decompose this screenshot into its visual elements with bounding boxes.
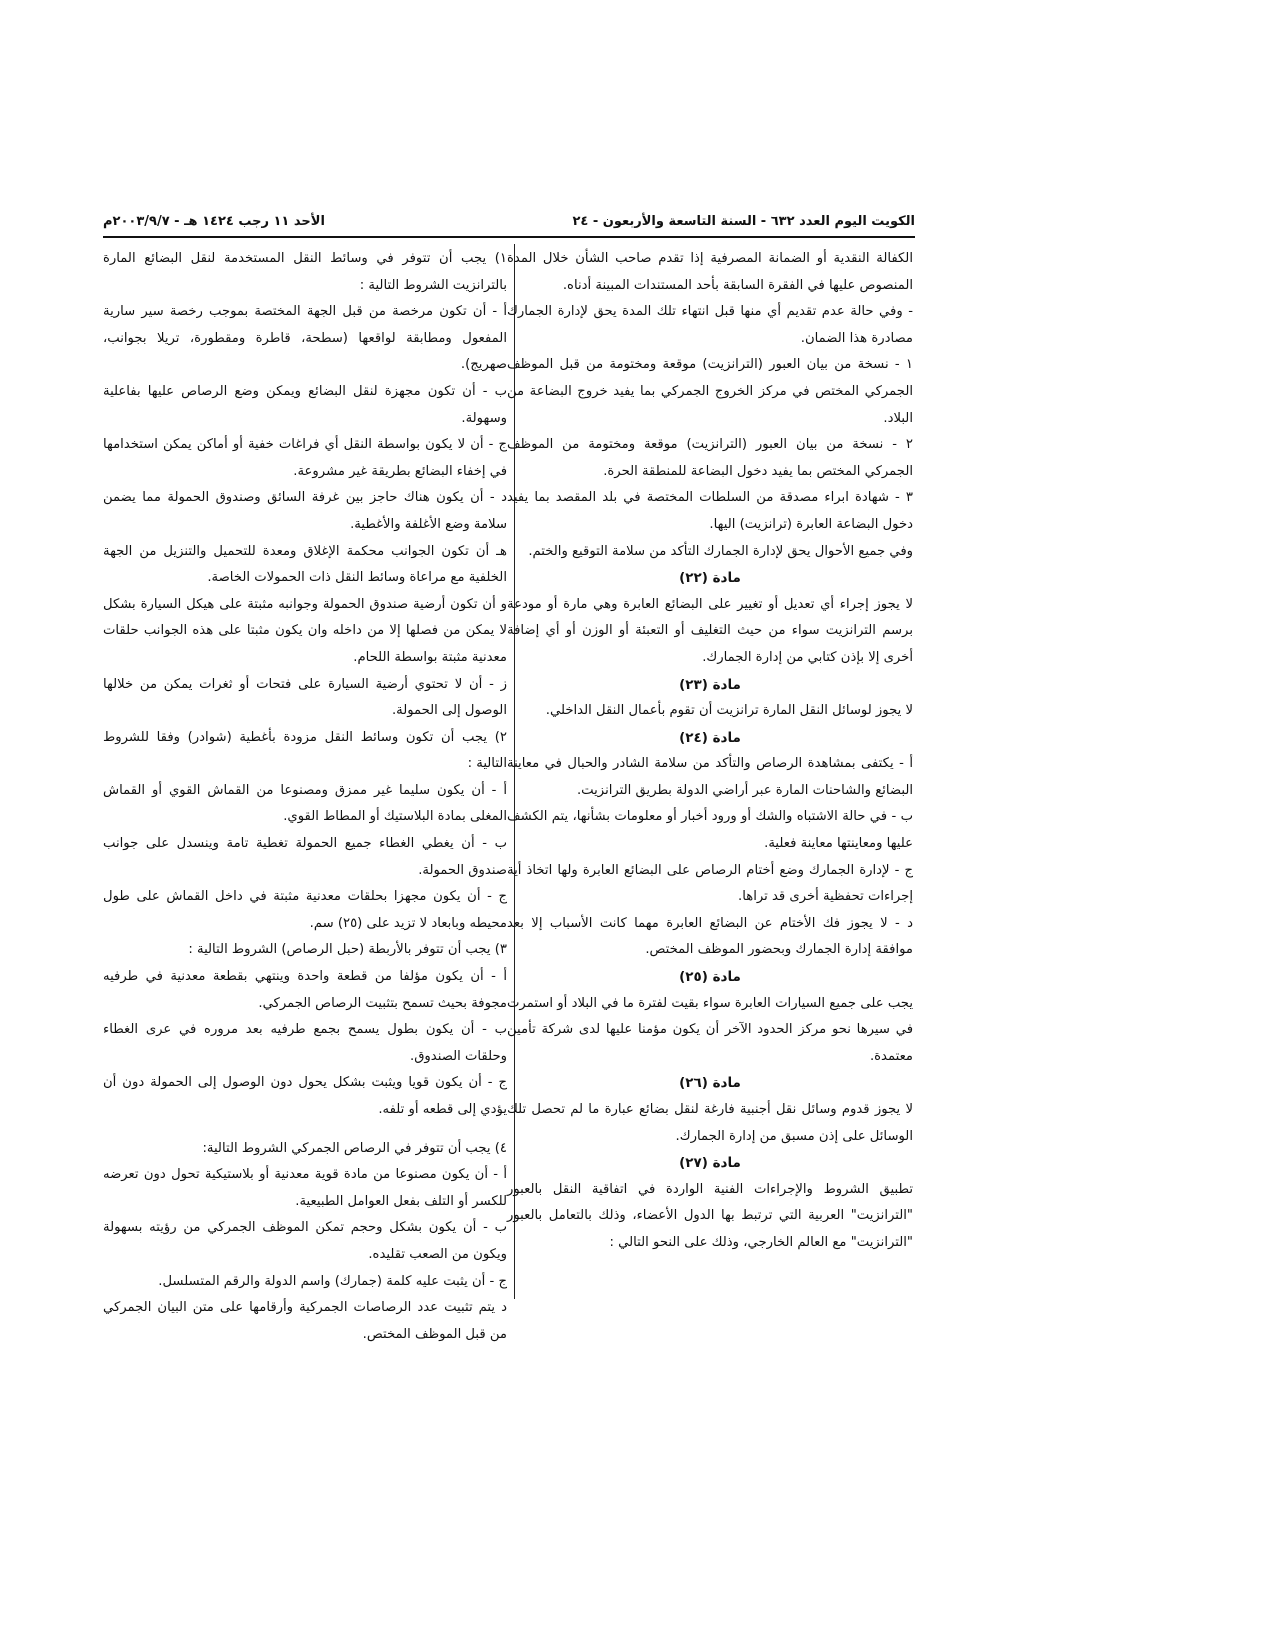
page-header (103, 214, 915, 238)
paragraph: ٣) يجب أن تتوفر بالأربطة (حبل الرصاص) الشروط التالية : (188, 942, 507, 958)
paragraph: و أن تكون أرضية صندوق الحمولة وجوانبه مثبتة على هيكل السيارة بشكل لا يمكن من فصلها إلا من داخله وان يكون مثبتا على هذه الجوانب حلقات معدنية مثبتة بواسطة اللحام. (103, 596, 507, 665)
paragraph: وفي جميع الأحوال يحق لإدارة الجمارك التأكد من سلامة التوقيع والختم. (528, 543, 913, 559)
paragraph: أ - يكتفى بمشاهدة الرصاص والتأكد من سلامة الشادر والحبال في معاينة البضائع والشاحنات المارة عبر أراضي الدولة بطريق الترانزيت. (507, 756, 913, 798)
paragraph: أ - أن يكون مصنوعا من مادة قوية معدنية أو بلاستيكية تحول دون تعرضه للكسر أو التلف بفعل العوامل الطبيعية. (103, 1167, 507, 1209)
paragraph: ب - أن تكون مجهزة لنقل البضائع ويمكن وضع الرصاص عليها بفاعلية وسهولة. (103, 383, 507, 426)
paragraph: د - لا يجوز فك الأختام عن البضائع العابرة مهما كانت الأسباب إلا بعد موافقة إدارة الجمارك وبحضور الموظف المختص. (507, 915, 913, 958)
paragraph: ب - في حالة الاشتباه والشك أو ورود أخبار أو معلومات بشأنها، يتم الكشف عليها ومعاينتها معاينة فعلية. (507, 809, 913, 852)
right-column (507, 246, 913, 1257)
article-heading: مادة (٢٢) (679, 570, 741, 587)
paragraph: ١ - نسخة من بيان العبور (الترانزيت) موقعة ومختومة من قبل الموظف الجمركي المختص في مركز الخروج الجمركي بما يفيد خروج البضاعة من البلاد. (507, 357, 913, 426)
paragraph: د - أن يكون هناك حاجز بين غرفة السائق وصندوق الحمولة مما يضمن سلامة وضع الأغلفة والأغطية. (103, 490, 507, 532)
header-date: الأحد ١١ رجب ١٤٢٤ هـ - ٢٠٠٣/٩/٧م (103, 214, 325, 229)
article-heading: مادة (٢٧) (679, 1155, 741, 1172)
paragraph: لا يجوز إجراء أي تعديل أو تغيير على البضائع العابرة وهي مارة أو مودعة برسم الترانزيت سواء من حيث التغليف أو التعبئة أو الوزن أو أي إضافة أخرى إلا بإذن كتابي من إدارة الجمارك. (507, 596, 913, 665)
paragraph-gap (103, 1124, 507, 1136)
paragraph: ب - أن يغطي الغطاء جميع الحمولة تغطية تامة وينسدل على جوانب صندوق الحمولة. (103, 836, 507, 878)
article-heading: مادة (٢٤) (679, 729, 741, 746)
article-heading: مادة (٢٦) (679, 1075, 741, 1092)
paragraph: د يتم تثبيت عدد الرصاصات الجمركية وأرقامها على متن البيان الجمركي من قبل الموظف المختص. (103, 1300, 507, 1342)
paragraph: هـ أن تكون الجوانب محكمة الإغلاق ومعدة للتحميل والتنزيل من الجهة الخلفية مع مراعاة وسائط النقل ذات الحمولات الخاصة. (103, 543, 507, 586)
paragraph: ٤) يجب أن تتوفر في الرصاص الجمركي الشروط التالية: (202, 1140, 507, 1156)
paragraph: لا يجوز لوسائل النقل المارة ترانزيت أن تقوم بأعمال النقل الداخلي. (545, 703, 913, 719)
paragraph: ٣ - شهادة ابراء مصدقة من السلطات المختصة في بلد المقصد بما يفيد دخول البضاعة العابرة (ترانزيت) اليها. (507, 490, 913, 532)
paragraph: ٢) يجب أن تكون وسائط النقل مزودة بأغطية (شوادر) وفقا للشروط التالية : (103, 729, 507, 772)
paragraph: ج - أن لا يكون بواسطة النقل أي فراغات خفية أو أماكن يمكن استخدامها في إخفاء البضائع بطريقة غير مشروعة. (103, 437, 507, 479)
paragraph: ج - أن يثبت عليه كلمة (جمارك) واسم الدولة والرقم المتسلسل. (158, 1273, 507, 1289)
paragraph: ج - أن يكون مجهزا بحلقات معدنية مثبتة في داخل القماش على طول محيطه وبابعاد لا تزيد على (٢٥) سم. (103, 889, 507, 931)
left-column (103, 246, 507, 1348)
paragraph: يجب على جميع السيارات العابرة سواء بقيت لفترة ما في البلاد أو استمرت في سيرها نحو مركز الحدود الآخر أن يكون مؤمنا عليها لدى شركة تأمين معتمدة. (507, 995, 913, 1064)
paragraph: ب - أن يكون بشكل وحجم تمكن الموظف الجمركي من رؤيته بسهولة ويكون من الصعب تقليده. (103, 1220, 507, 1262)
paragraph: الكفالة النقدية أو الضمانة المصرفية إذا تقدم صاحب الشأن خلال المدة المنصوص عليها في الفقرة السابقة بأحد المستندات المبينة أدناه. (507, 251, 913, 293)
paragraph: ١) يجب أن تتوفر في وسائط النقل المستخدمة لنقل البضائع المارة بالترانزيت الشروط التالية : (103, 251, 507, 293)
article-heading: مادة (٢٣) (679, 676, 741, 693)
paragraph: أ - أن تكون مرخصة من قبل الجهة المختصة بموجب رخصة سير سارية المفعول ومطابقة لواقعها (سطحة، قاطرة ومقطورة، تريلا بجوانب، صهريج). (103, 304, 507, 373)
paragraph: تطبيق الشروط والإجراءات الفنية الواردة في اتفاقية النقل بالعبور "الترانزيت" العربية التي ترتبط بها الدول الأعضاء، وذلك بالتعامل بالعبور "الترانزيت" مع العالم الخارجي، وذلك على النحو التالي : (507, 1181, 913, 1250)
paragraph: - وفي حالة عدم تقديم أي منها قبل انتهاء تلك المدة يحق لإدارة الجمارك مصادرة هذا الضمان. (507, 304, 913, 346)
paragraph: ٢ - نسخة من بيان العبور (الترانزيت) موقعة ومختومة من الموظف الجمركي المختص بما يفيد دخول البضاعة للمنطقة الحرة. (507, 437, 913, 479)
paragraph: ز - أن لا تحتوي أرضية السيارة على فتحات أو ثغرات يمكن من خلالها الوصول إلى الحمولة. (103, 676, 507, 719)
paragraph: ج - لإدارة الجمارك وضع أختام الرصاص على البضائع العابرة ولها اتخاذ أية إجراءات تحفظية أخرى قد تراها. (507, 862, 913, 905)
paragraph: ج - أن يكون قويا ويثبت بشكل يحول دون الوصول إلى الحمولة دون أن يؤدي إلى قطعه أو تلفه. (103, 1075, 507, 1117)
header-publication-info: الكويت اليوم العدد ٦٣٢ - السنة التاسعة والأربعون - ٢٤ (572, 214, 915, 229)
paragraph: أ - أن يكون مؤلفا من قطعة واحدة وينتهي بقطعة معدنية في طرفيه مجوفة بحيث تسمح بتثبيت الرصاص الجمركي. (103, 969, 507, 1011)
paragraph: لا يجوز قدوم وسائل نقل أجنبية فارغة لنقل بضائع عبارة ما لم تحصل تلك الوسائل على إذن مسبق من إدارة الجمارك. (507, 1102, 913, 1144)
paragraph: أ - أن يكون سليما غير ممزق ومصنوعا من القماش القوي أو القماش المغلى بمادة البلاستيك أو المطاط القوي. (103, 782, 507, 825)
paragraph: ب - أن يكون بطول يسمح بجمع طرفيه بعد مروره في عرى الغطاء وحلقات الصندوق. (103, 1022, 507, 1064)
article-heading: مادة (٢٥) (679, 969, 741, 986)
